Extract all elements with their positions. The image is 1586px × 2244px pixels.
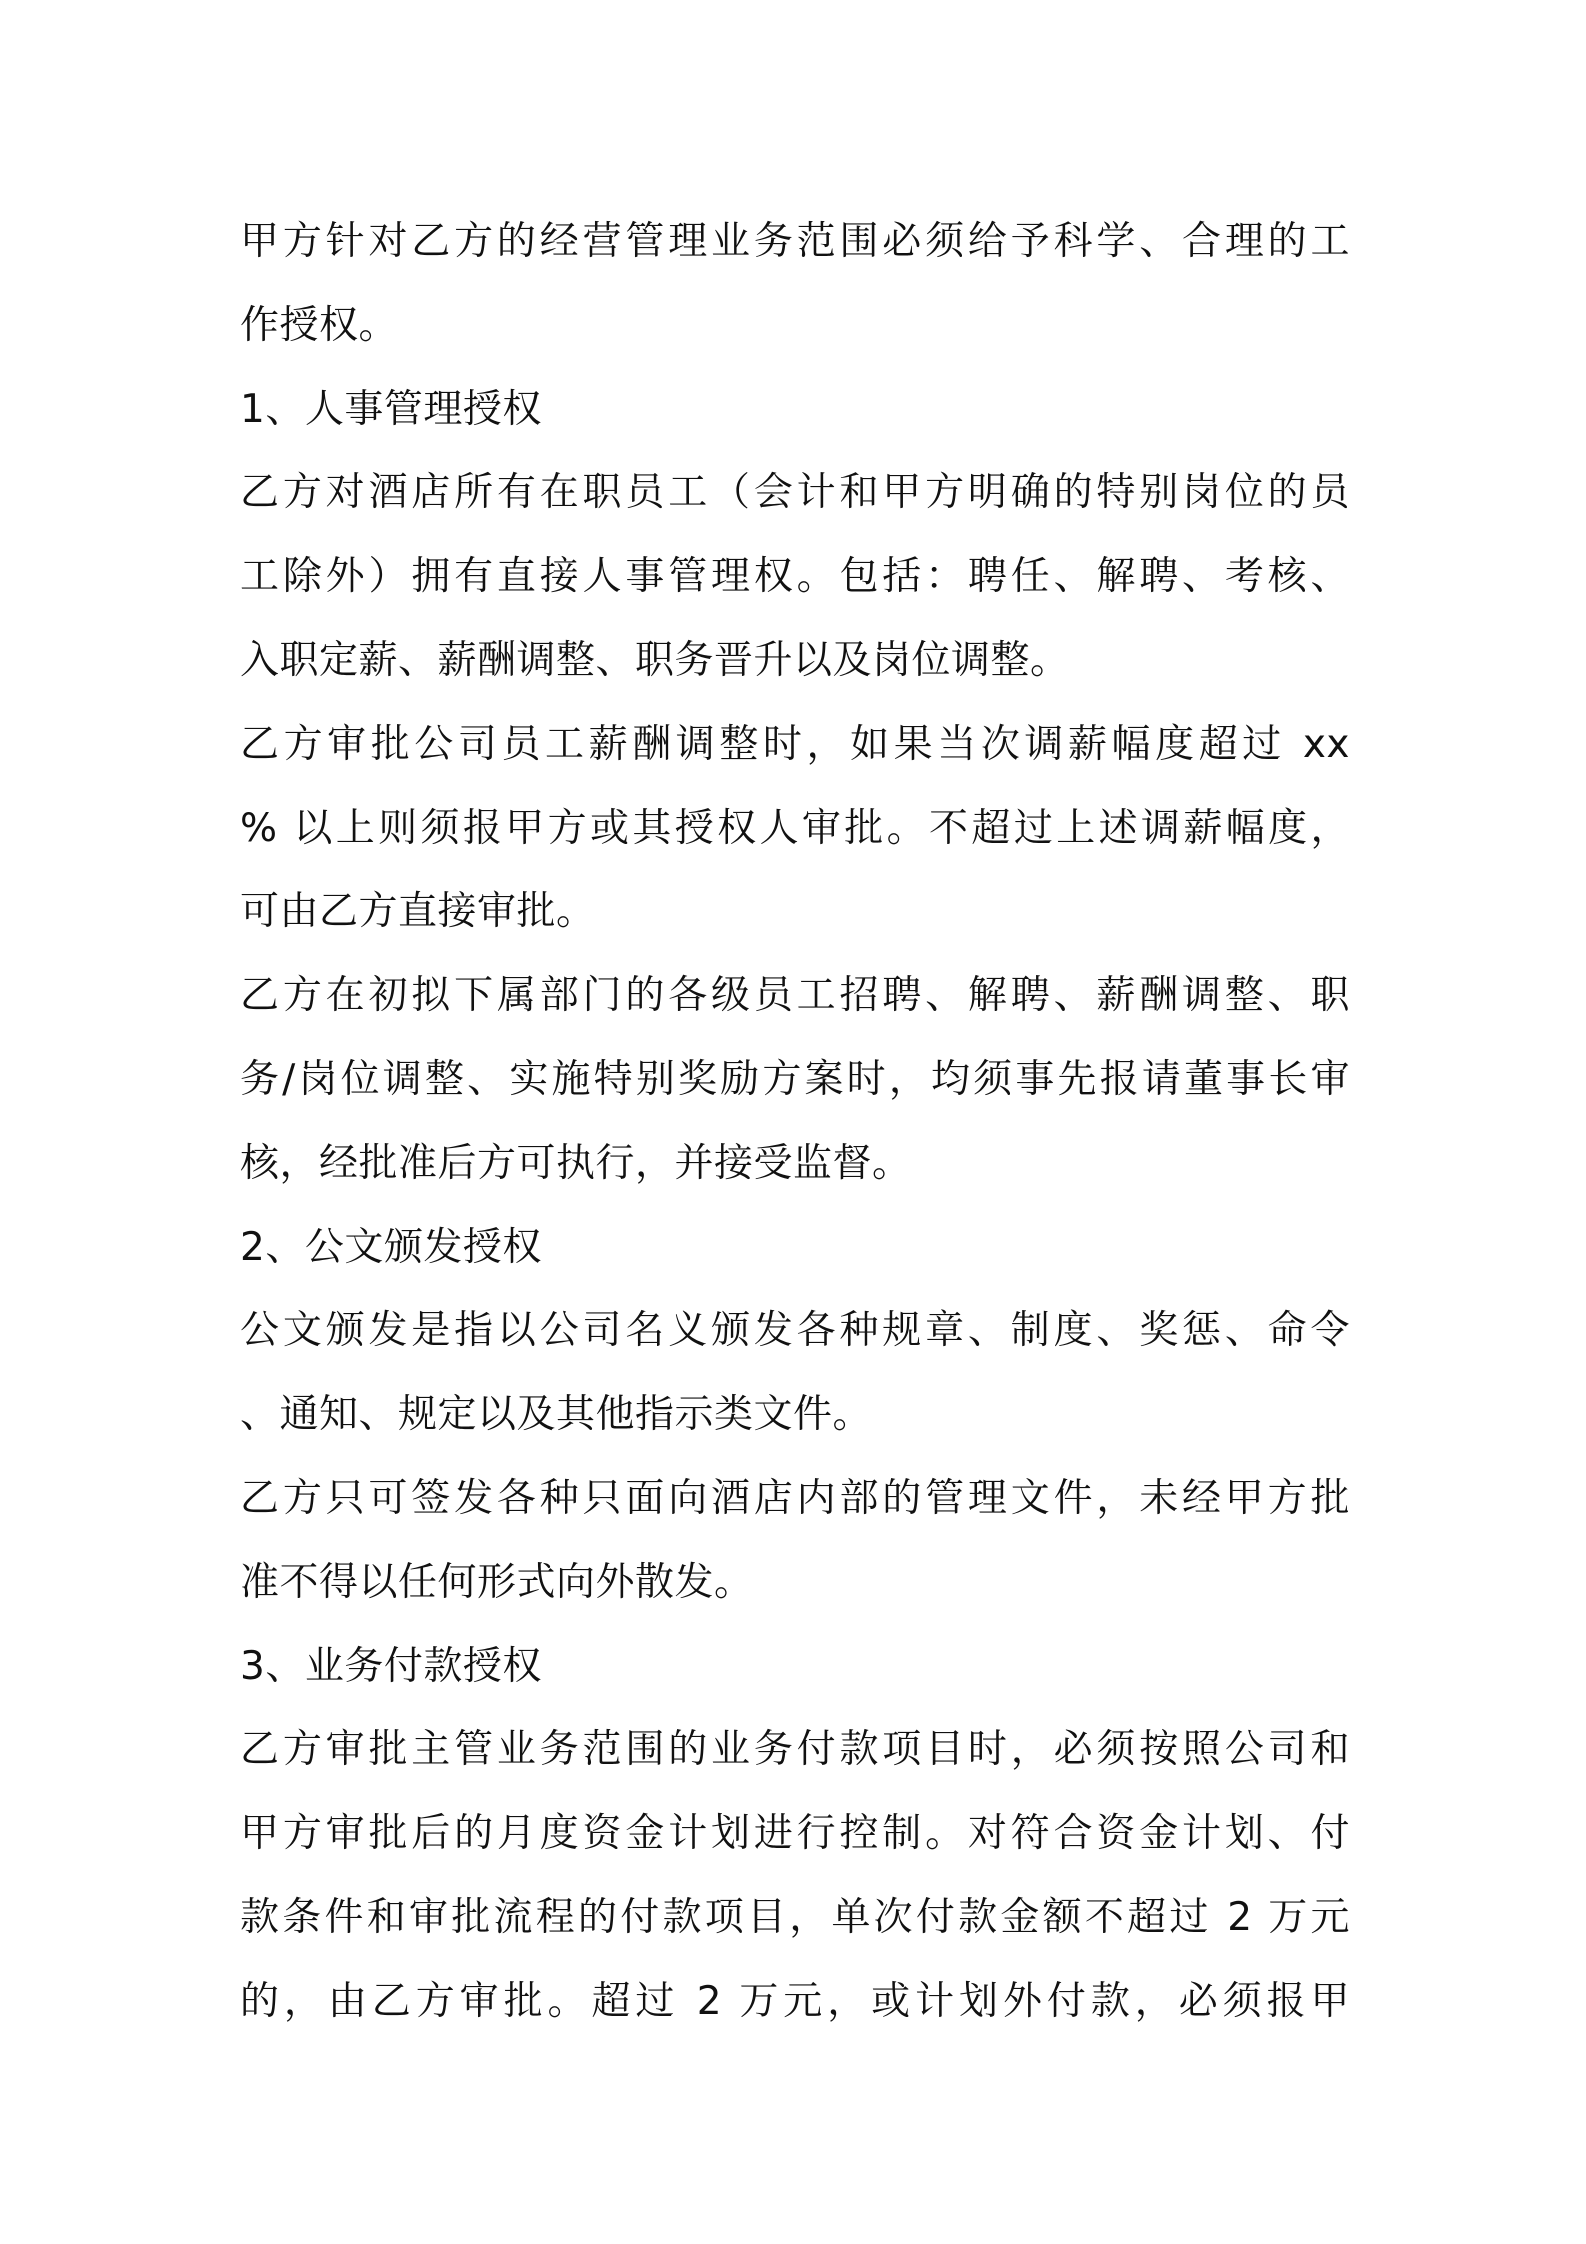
- text-line: 公文颁发是指以公司名义颁发各种规章、制度、奖惩、命令: [240, 1308, 1350, 1354]
- text-line: 乙方审批公司员工薪酬调整时，如果当次调薪幅度超过 xx: [240, 721, 1350, 767]
- text-line: 乙方对酒店所有在职员工（会计和甲方明确的特别岗位的员: [240, 470, 1350, 516]
- text-line: 甲方针对乙方的经营管理业务范围必须给予科学、合理的工: [240, 219, 1350, 264]
- text-line: 、通知、规定以及其他指示类文件。: [240, 1392, 873, 1438]
- text-line: 工除外）拥有直接人事管理权。包括：聘任、解聘、考核、: [240, 554, 1350, 600]
- text-line: 入职定薪、薪酬调整、职务晋升以及岗位调整。: [240, 637, 1070, 683]
- text-line: 乙方只可签发各种只面向酒店内部的管理文件，未经甲方批: [240, 1475, 1350, 1521]
- text-line: 甲方审批后的月度资金计划进行控制。对符合资金计划、付: [240, 1811, 1350, 1857]
- text-line: % 以上则须报甲方或其授权人审批。不超过上述调薪幅度，: [240, 805, 1350, 851]
- section-heading: 2、公文颁发授权: [240, 1224, 542, 1270]
- text-line: 作授权。: [240, 302, 399, 348]
- section-heading: 1、人事管理授权: [240, 386, 542, 432]
- text-line: 乙方审批主管业务范围的业务付款项目时，必须按照公司和: [240, 1727, 1350, 1773]
- document-body: [240, 200, 1350, 2044]
- text-line: 可由乙方直接审批。: [240, 889, 596, 935]
- text-line: 务/岗位调整、实施特别奖励方案时，均须事先报请董事长审: [240, 1056, 1350, 1102]
- section-heading: 3、业务付款授权: [240, 1643, 542, 1689]
- text-line: 准不得以任何形式向外散发。: [240, 1559, 754, 1605]
- text-line: 乙方在初拟下属部门的各级员工招聘、解聘、薪酬调整、职: [240, 973, 1350, 1019]
- text-line: 核，经批准后方可执行，并接受监督。: [240, 1140, 912, 1186]
- text-line: 款条件和审批流程的付款项目，单次付款金额不超过 2 万元: [240, 1894, 1350, 1940]
- text-line: 的，由乙方审批。超过 2 万元，或计划外付款，必须报甲: [240, 1978, 1350, 2024]
